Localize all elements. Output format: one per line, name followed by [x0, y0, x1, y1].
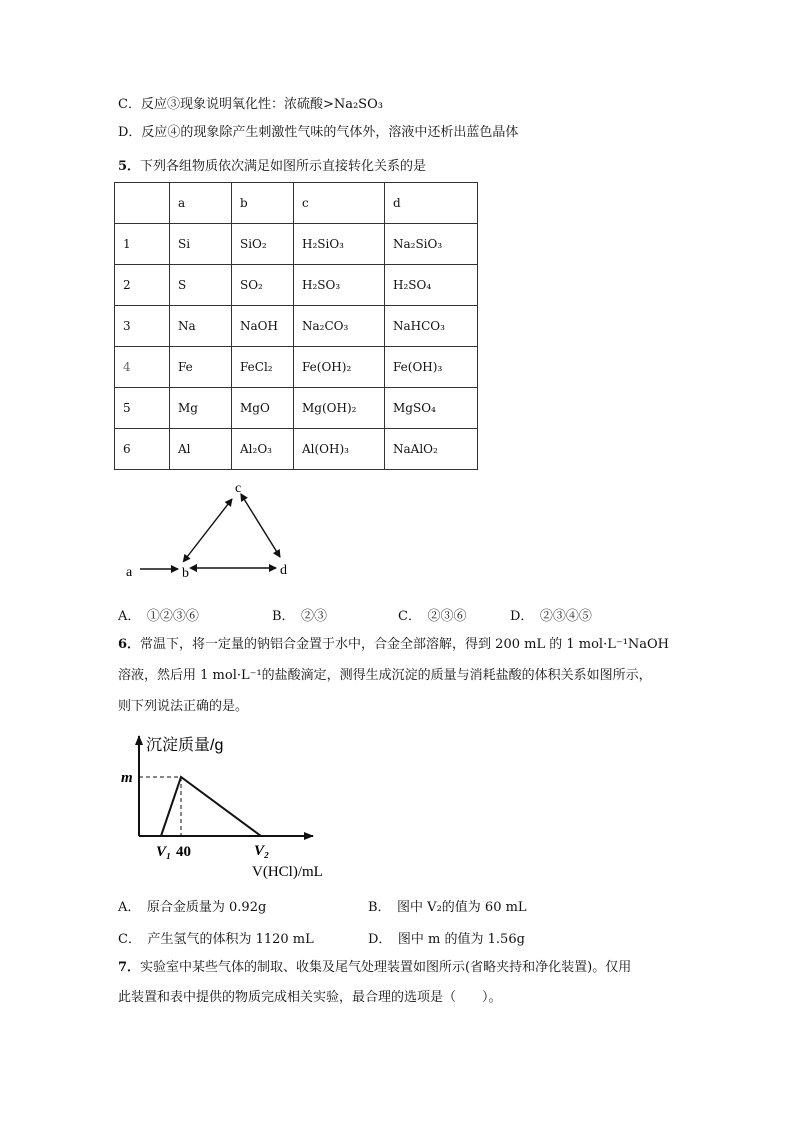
table-cell: MgO [232, 388, 294, 429]
q5-stem [118, 157, 426, 177]
node-c: c [235, 481, 242, 496]
q5-text: 下列各组物质依次满足如图所示直接转化关系的是 [140, 159, 427, 174]
table-cell: Al₂O₃ [232, 429, 294, 470]
q5-option-a: A． ①②③⑥ [118, 609, 199, 624]
table-row [115, 388, 478, 429]
y-axis-label: 沉淀质量/g [146, 737, 224, 754]
table-cell: SiO₂ [232, 224, 294, 265]
q6-stem-line1 [118, 635, 669, 655]
table-row [115, 265, 478, 306]
q7-stem-line2: 此装置和表中提供的物质完成相关实验，最合理的选项是（ ）。 [118, 990, 502, 1005]
q5-option-b: B． ②③ [272, 609, 328, 624]
node-a: a [126, 565, 133, 580]
table-cell: Fe [170, 347, 232, 388]
q7-number: 7． [118, 960, 141, 975]
transformation-diagram [110, 478, 310, 583]
table-cell: MgSO₄ [385, 388, 478, 429]
q5-table [114, 182, 478, 470]
table-cell: H₂SO₄ [385, 265, 478, 306]
table-header-cell: a [170, 183, 232, 224]
table-row [115, 224, 478, 265]
q6-option-c: C． 产生氢气的体积为 1120 mL [118, 932, 314, 947]
table-cell: 6 [115, 429, 170, 470]
q4-option-c: C．反应③现象说明氧化性：浓硫酸>Na₂SO₃ [118, 97, 383, 112]
node-b: b [182, 566, 189, 581]
table-cell: 5 [115, 388, 170, 429]
arrow-c-to-d [244, 499, 280, 557]
table-cell: Na₂CO₃ [294, 306, 385, 347]
q5-number: 5． [118, 159, 141, 174]
q6-option-b: B． 图中 V₂的值为 60 mL [368, 900, 527, 915]
table-cell: 1 [115, 224, 170, 265]
arrow-b-to-c [187, 499, 232, 557]
table-cell: 3 [115, 306, 170, 347]
table-cell: Mg(OH)₂ [294, 388, 385, 429]
v2-label: V₂ [254, 843, 270, 859]
v1-label: V₁ [156, 844, 172, 860]
q6-stem-line3: 则下列说法正确的是。 [118, 699, 249, 714]
m-label: m [121, 770, 133, 786]
q7-text-1: 实验室中某些气体的制取、收集及尾气处理装置如图所示(省略夹持和净化装置)。仅用 [140, 960, 632, 975]
table-cell: Si [170, 224, 232, 265]
table-cell: 4 [115, 347, 170, 388]
q6-option-d: D． 图中 m 的值为 1.56g [368, 932, 525, 947]
q6-text-1: 常温下，将一定量的钠铝合金置于水中，合金全部溶解，得到 200 mL 的 1 mol·L⁻¹NaOH [140, 637, 670, 652]
q5-option-d: D． ②③④⑤ [510, 609, 592, 624]
q5-option-c: C． ②③⑥ [398, 609, 467, 624]
table-cell: H₂SiO₃ [294, 224, 385, 265]
table-cell: NaHCO₃ [385, 306, 478, 347]
table-row [115, 306, 478, 347]
node-d: d [280, 563, 287, 578]
table-cell: S [170, 265, 232, 306]
q4-option-d: D．反应④的现象除产生刺激性气味的气体外，溶液中还析出蓝色晶体 [118, 125, 519, 140]
table-cell: Fe(OH)₂ [294, 347, 385, 388]
table-cell: Mg [170, 388, 232, 429]
table-header-cell [115, 183, 170, 224]
table-header-row [115, 183, 478, 224]
precipitate-curve [161, 777, 261, 836]
q7-stem-line1 [118, 958, 631, 978]
table-cell: Fe(OH)₃ [385, 347, 478, 388]
table-cell: H₂SO₃ [294, 265, 385, 306]
table-cell: FeCl₂ [232, 347, 294, 388]
table-row [115, 347, 478, 388]
table-cell: NaOH [232, 306, 294, 347]
q6-number: 6． [118, 637, 141, 652]
table-cell: Na₂SiO₃ [385, 224, 478, 265]
table-cell: SO₂ [232, 265, 294, 306]
q6-stem-line2: 溶液，然后用 1 mol·L⁻¹的盐酸滴定，测得生成沉淀的质量与消耗盐酸的体积关系如图所示， [118, 668, 652, 683]
table-row [115, 429, 478, 470]
x-axis-label: V(HCl)/mL [252, 864, 323, 880]
table-cell: Na [170, 306, 232, 347]
table-cell: 2 [115, 265, 170, 306]
table-cell: Al [170, 429, 232, 470]
table-header-cell: b [232, 183, 294, 224]
precipitate-graph [115, 728, 345, 883]
q6-option-a: A． 原合金质量为 0.92g [118, 900, 267, 915]
table-cell: Al(OH)₃ [294, 429, 385, 470]
table-header-cell: d [385, 183, 478, 224]
forty-label: 40 [176, 844, 191, 860]
table-header-cell: c [294, 183, 385, 224]
table-cell: NaAlO₂ [385, 429, 478, 470]
